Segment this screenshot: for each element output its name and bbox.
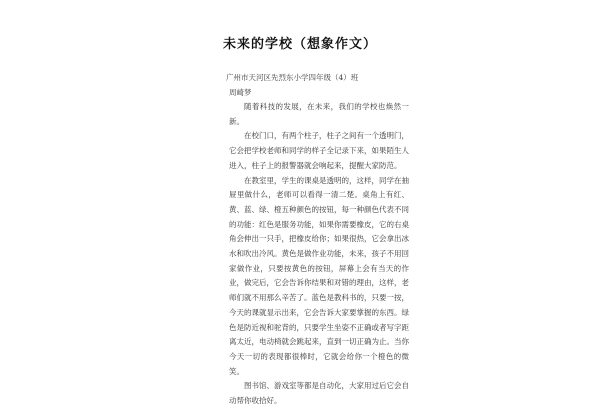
essay-body <box>229 100 409 409</box>
paragraph-classroom: 在教室里，学生的课桌是透明的，这样，同学在抽屉里做什么，老师可以看得一清二楚。桌角上有红、黄、蓝、绿、橙五种颜色的按钮，每一种颜色代表不同的功能：红色是服务功能，如果你需要橡皮，它的右桌角会伸出一只手，把橡皮给你；如果很热，它会拿出冰水和吹出冷风。黄色是做作业功能，未来，孩子不用回家做作业，只要按黄色的按钮，屏幕上会有当天的作业，做完后，它会告诉你结果和对错的理由，这样，老师们就不用那么辛苦了。蓝色是教科书的，只要一按，今天的课就显示出来，它会告诉大家要掌握的东西。绿色是防近视和驼背的，只要学生坐姿不正确或者写字距离太近，电动椅就会跳起来，直到一切正确为止。当你今天一切的表现都很棒时，它就会给你一个橙色的微笑。 <box>229 175 409 376</box>
paragraph-school-gate: 在校门口，有两个柱子，柱子之间有一个透明门，它会把学校老师和同学的样子全记录下来，如果陌生人进入，柱子上的报警器就会响起来，提醒大家防范。 <box>229 131 409 170</box>
paragraph-library: 图书馆、游戏室等都是自动化，大家用过后它会自动帮你收拾好。 <box>229 381 409 406</box>
essay-title: 未来的学校（想象作文） <box>222 37 377 52</box>
author-name: 周崎梦 <box>229 88 252 97</box>
school-class-line: 广州市天河区先烈东小学四年级（4）班 <box>226 73 359 82</box>
paragraph-intro: 随着科技的发展，在未来，我们的学校也焕然一新。 <box>229 102 409 126</box>
